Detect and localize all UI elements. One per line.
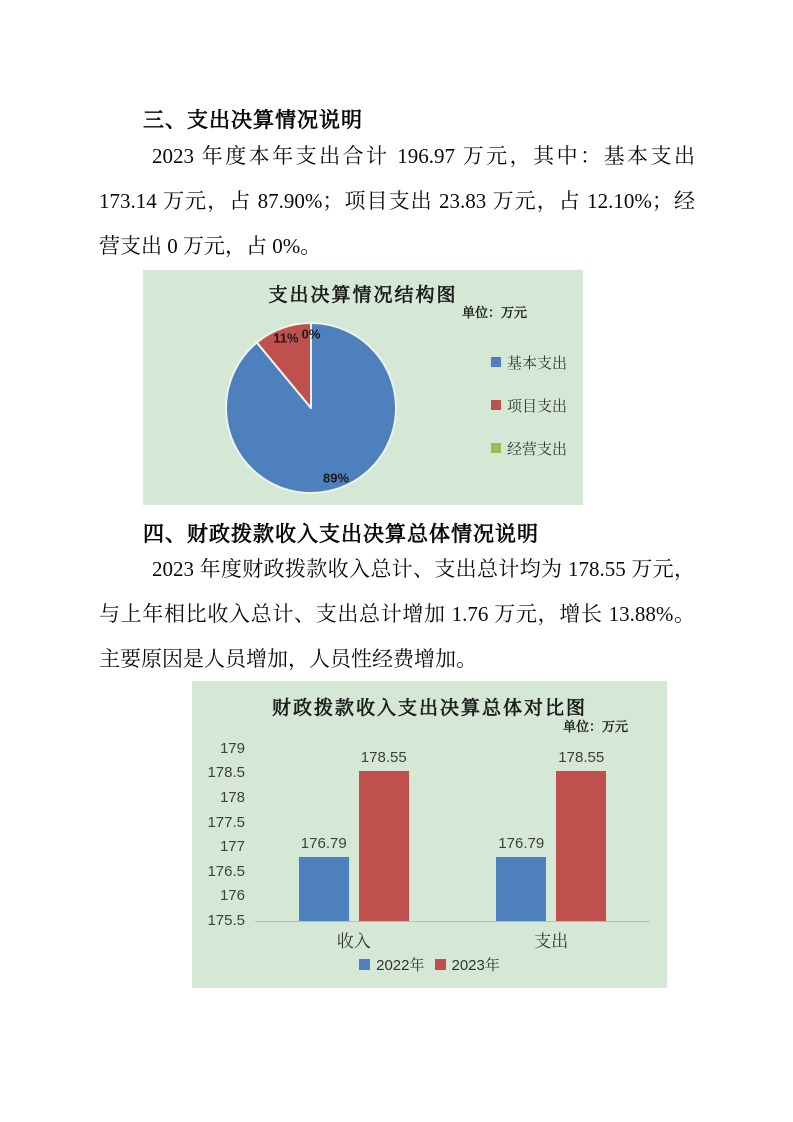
pie-chart-unit-label: 单位：万元 <box>461 305 527 320</box>
bar-chart-title: 财政拨款收入支出决算总体对比图 <box>271 698 587 719</box>
bar-2023年-支出 <box>556 771 606 921</box>
bar-legend-label: 2022年 <box>376 956 425 974</box>
y-tick-label-2: 178 <box>219 788 245 806</box>
bar-plot-area <box>255 724 650 922</box>
y-tick-label-3: 177.5 <box>207 813 245 831</box>
y-tick-label-4: 177 <box>219 838 245 856</box>
section4-paragraph: 2023 年度财政拨款收入总计、支出总计均为 178.55 万元，与上年相比收入总计、支出总计增加 1.76 万元，增长 13.88%。主要原因是人员增加，人员性经费增加。 <box>99 557 695 671</box>
y-tick-label-1: 178.5 <box>207 764 245 782</box>
expenditure-structure-pie-chart <box>143 270 583 505</box>
bar-legend-item-0 <box>359 955 424 973</box>
bar-legend-item-1 <box>435 955 500 973</box>
bar-value-label: 176.79 <box>498 835 545 853</box>
legend-swatch-icon <box>491 357 501 367</box>
pie-legend-label: 项目支出 <box>507 397 568 415</box>
bar-value-label: 176.79 <box>300 835 347 853</box>
bar-legend <box>192 955 667 973</box>
pie-legend-item-0 <box>491 352 567 372</box>
y-tick-label-0: 179 <box>219 739 245 757</box>
y-tick-label-6: 176 <box>219 887 245 905</box>
pie-percent-label-1: 11% <box>273 330 299 346</box>
bar-value-label: 178.55 <box>558 748 605 766</box>
y-tick-label-5: 176.5 <box>207 862 245 880</box>
legend-swatch-icon <box>359 959 370 970</box>
y-tick-label-7: 175.5 <box>207 912 245 929</box>
section4-heading: 四、财政拨款收入支出决算总体情况说明 <box>143 523 539 546</box>
bar-2023年-收入 <box>359 771 409 921</box>
pie-chart-title: 支出决算情况结构图 <box>268 285 458 306</box>
pie-percent-label-0: 89% <box>323 470 350 486</box>
pie-legend-item-1 <box>491 395 567 415</box>
legend-swatch-icon <box>491 400 501 410</box>
pie-legend-label: 基本支出 <box>507 354 568 372</box>
pie-graphic <box>223 320 399 496</box>
bar-legend-label: 2023年 <box>451 956 500 974</box>
pie-legend-item-2 <box>491 438 567 458</box>
bar-value-label: 178.55 <box>360 748 407 766</box>
pie-percent-label-2: 0% <box>301 326 321 342</box>
legend-swatch-icon <box>491 443 501 453</box>
x-category-label-0: 收入 <box>336 932 371 951</box>
section3-heading: 三、支出决算情况说明 <box>143 109 363 132</box>
legend-swatch-icon <box>435 959 446 970</box>
fiscal-appropriation-comparison-bar-chart <box>192 681 667 988</box>
bar-chart-unit-label: 单位：万元 <box>562 719 628 734</box>
pie-legend <box>491 352 567 481</box>
section3-paragraph: 2023 年度本年支出合计 196.97 万元，其中：基本支出 173.14 万元，占 87.90%；项目支出 23.83 万元，占 12.10%；经营支出 0 万元，占 0%。 <box>99 144 695 258</box>
bar-2022年-收入 <box>299 857 349 921</box>
x-category-label-1: 支出 <box>534 932 569 951</box>
pie-legend-label: 经营支出 <box>507 440 568 458</box>
bar-2022年-支出 <box>496 857 546 921</box>
